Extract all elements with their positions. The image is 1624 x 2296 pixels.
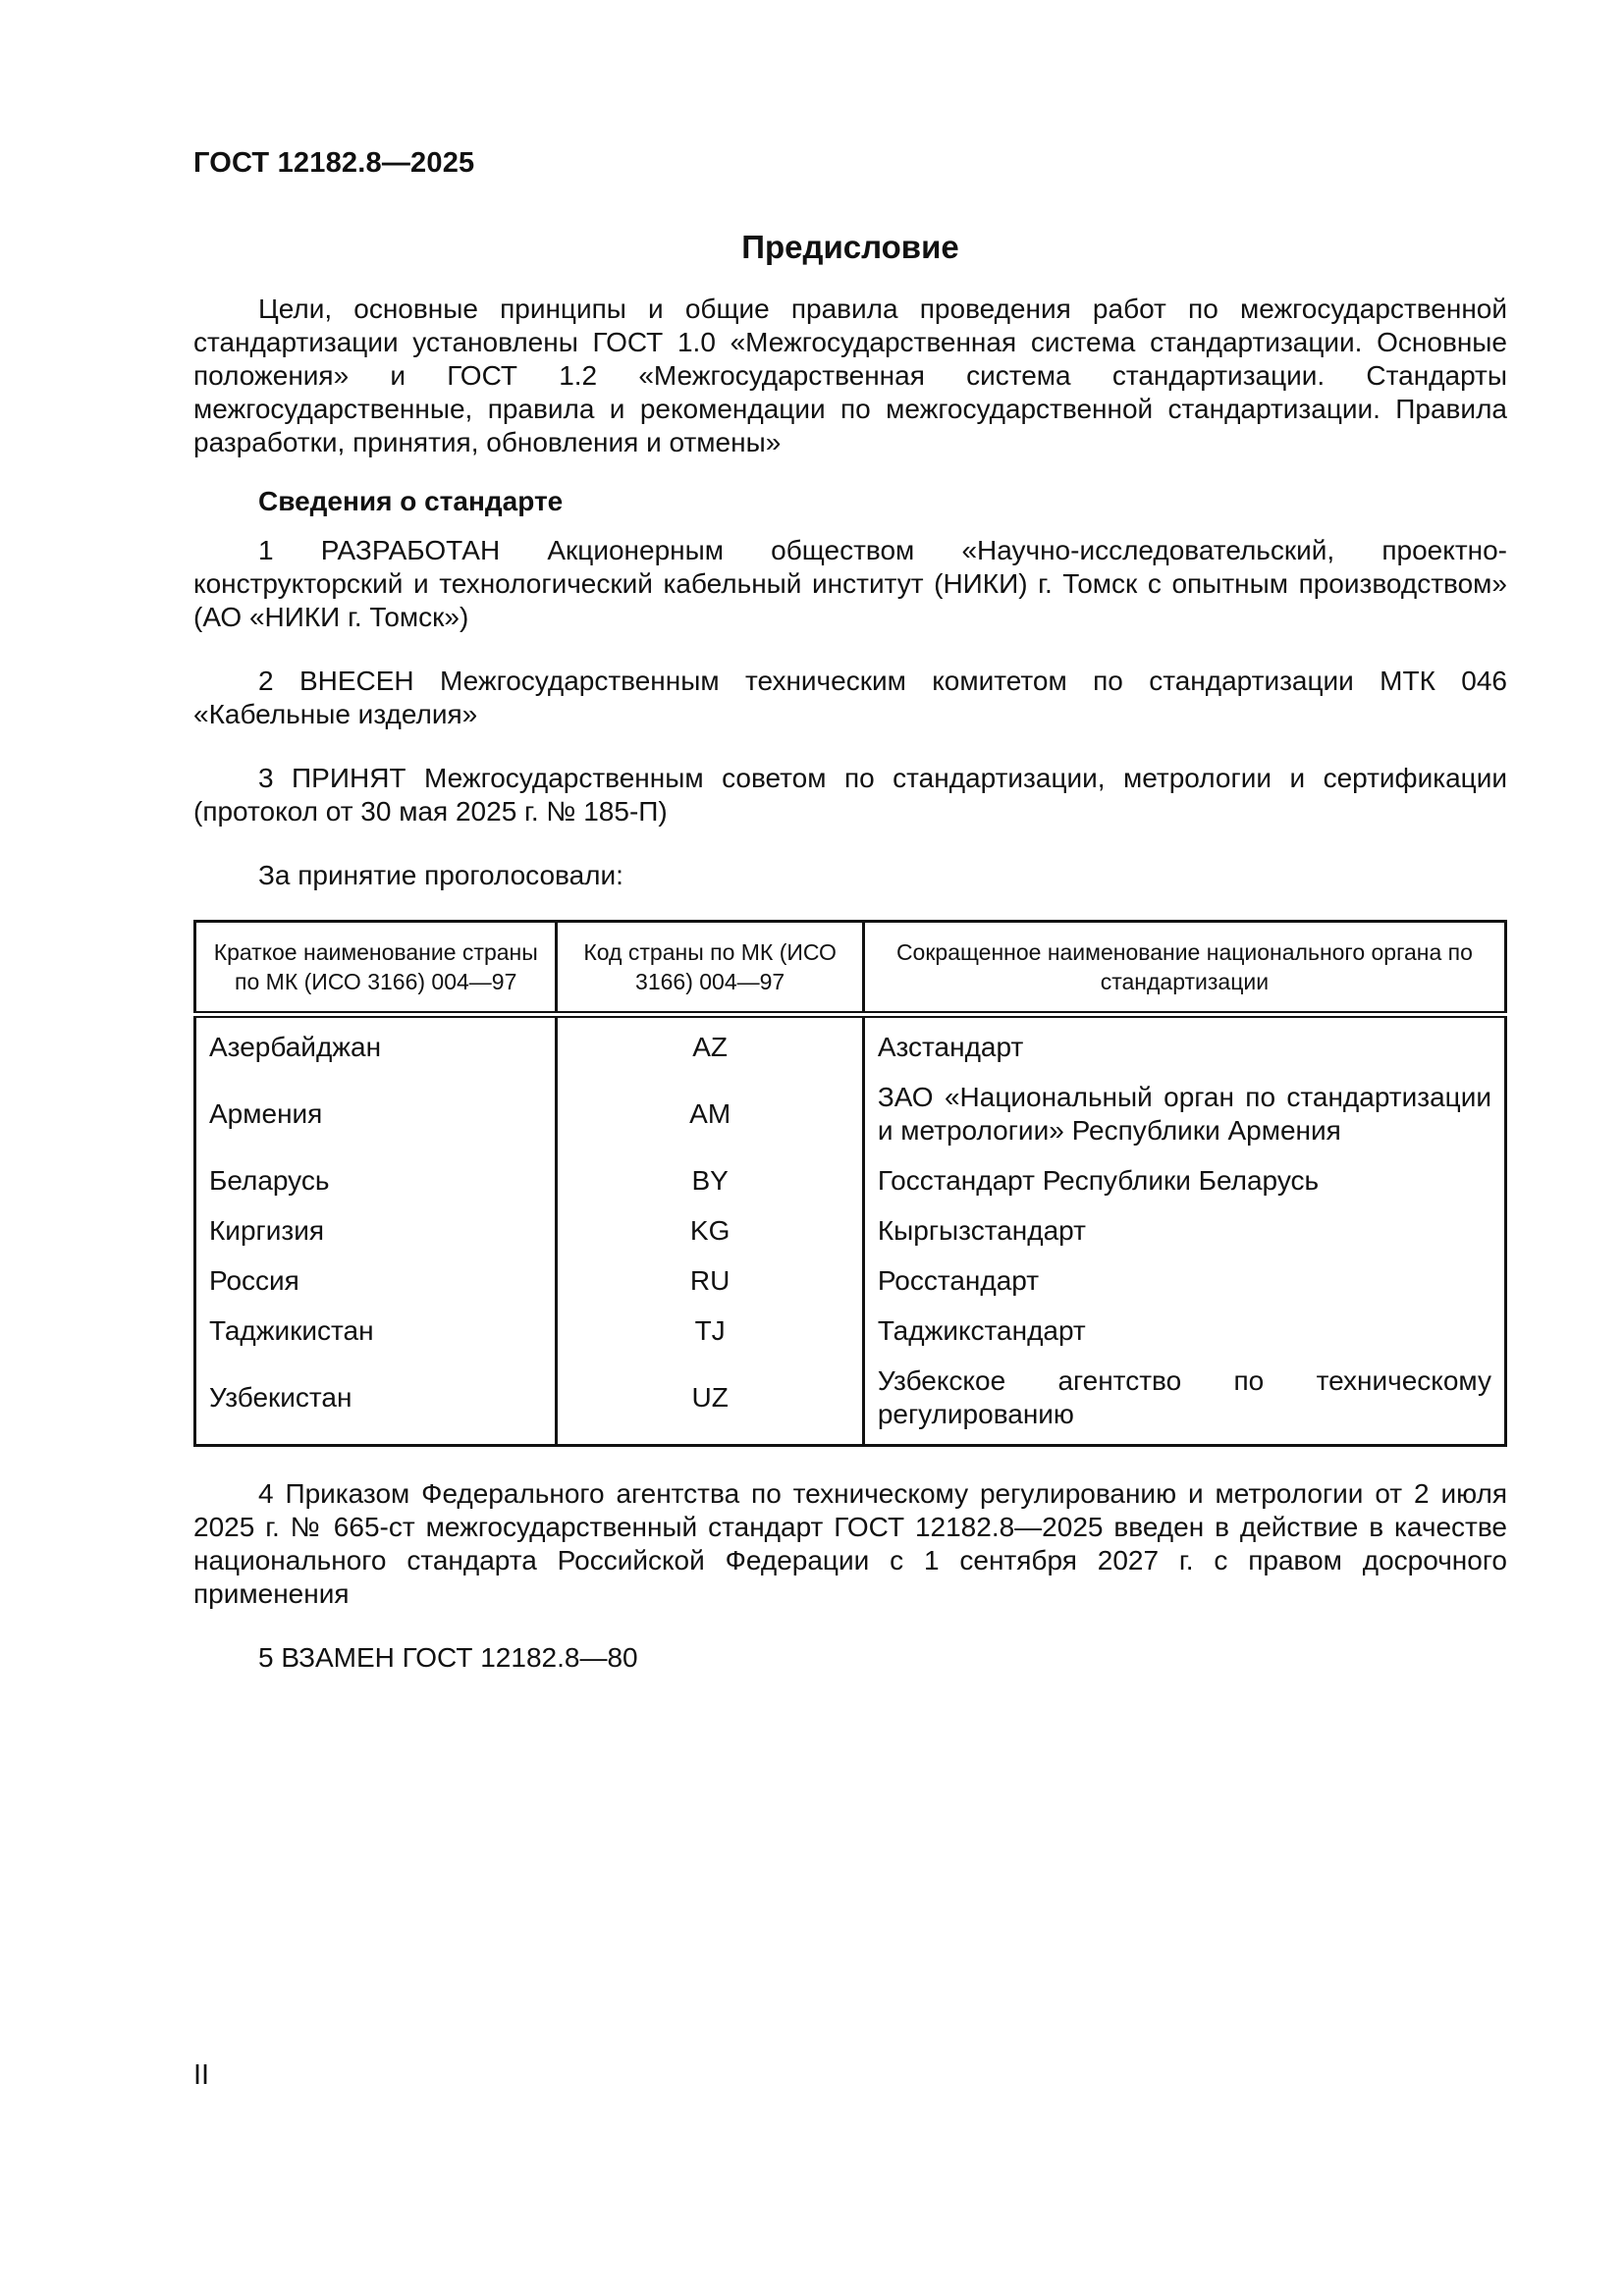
national-body-cell: Азстандарт bbox=[863, 1015, 1505, 1073]
clause-1-developed: 1 РАЗРАБОТАН Акционерным обществом «Научно-исследовательский, проектно-конструкторский и технологический кабельный институт (НИКИ) г. Томск с опытным производством» (АО «НИКИ г. Томск») bbox=[193, 535, 1507, 632]
col-header-country: Краткое наименование страны по МК (ИСО 3166) 004—97 bbox=[195, 922, 557, 1015]
country-name-cell: Армения bbox=[209, 1098, 323, 1129]
country-code-cell: KG bbox=[557, 1205, 863, 1255]
country-code-cell: AM bbox=[557, 1072, 863, 1155]
country-name-cell: Беларусь bbox=[209, 1165, 330, 1196]
country-name-cell: Узбекистан bbox=[209, 1382, 352, 1413]
country-name-cell: Россия bbox=[209, 1265, 299, 1296]
standard-info-heading: Сведения о стандарте bbox=[258, 486, 564, 516]
doc-code: ГОСТ 12182.8—2025 bbox=[193, 147, 475, 179]
country-name-cell: Азербайджан bbox=[209, 1032, 382, 1062]
vote-table-header bbox=[195, 922, 1506, 1015]
clause-2-submitted: 2 ВНЕСЕН Межгосударственным техническим комитетом по стандартизации МТК 046 «Кабельные изделия» bbox=[193, 666, 1507, 729]
national-body-cell: Госстандарт Республики Беларусь bbox=[863, 1155, 1505, 1205]
country-code-cell: AZ bbox=[557, 1015, 863, 1073]
table-row bbox=[195, 1155, 1506, 1205]
col-header-national-body: Сокращенное наименование национального органа по стандартизации bbox=[863, 922, 1505, 1015]
table-row bbox=[195, 1015, 1506, 1073]
country-code-cell: RU bbox=[557, 1255, 863, 1306]
national-body-cell: ЗАО «Национальный орган по стандартизации и метрологии» Республики Армения bbox=[863, 1072, 1505, 1155]
country-name-cell: Киргизия bbox=[209, 1215, 325, 1246]
col-header-country-code: Код страны по МК (ИСО 3166) 004—97 bbox=[557, 922, 863, 1015]
table-row bbox=[195, 1255, 1506, 1306]
table-row bbox=[195, 1306, 1506, 1356]
page-number: II bbox=[193, 2059, 210, 2091]
national-body-cell: Узбекское агентство по техническому регулированию bbox=[863, 1356, 1505, 1446]
clause-5-replaces: 5 ВЗАМЕН ГОСТ 12182.8—80 bbox=[258, 1642, 638, 1673]
page-title: Предисловие bbox=[741, 229, 959, 265]
country-code-cell: BY bbox=[557, 1155, 863, 1205]
clause-3-adopted: 3 ПРИНЯТ Межгосударственным советом по стандартизации, метрологии и сертификации (протокол от 30 мая 2025 г. № 185-П) bbox=[193, 763, 1507, 827]
national-body-cell: Кыргызстандарт bbox=[863, 1205, 1505, 1255]
table-row bbox=[195, 1205, 1506, 1255]
page-content bbox=[193, 147, 1507, 1675]
country-name-cell: Таджикистан bbox=[209, 1315, 374, 1346]
country-code-cell: UZ bbox=[557, 1356, 863, 1446]
country-code-cell: TJ bbox=[557, 1306, 863, 1356]
vote-table bbox=[193, 920, 1507, 1447]
table-row bbox=[195, 1356, 1506, 1446]
table-row bbox=[195, 1072, 1506, 1155]
vote-table-body bbox=[195, 1015, 1506, 1446]
intro-paragraph: Цели, основные принципы и общие правила проведения работ по межгосударственной стандартизации установлены ГОСТ 1.0 «Межгосударственная система стандартизации. Основные положения» и ГОСТ 1.2 «Межгосударственная система стандартизации. Стандарты межгосударственные, правила и рекомендации по межгосударственной стандартизации. Правила разработки, принятия, обновления и отмены» bbox=[193, 294, 1507, 457]
clause-4-order: 4 Приказом Федерального агентства по техническому регулированию и метрологии от 2 июля 2025 г. № 665-ст межгосударственный стандарт ГОСТ 12182.8—2025 введен в действие в качестве национального стандарта Российской Федерации с 1 сентября 2027 г. с правом досрочного применения bbox=[193, 1478, 1507, 1609]
vote-intro: За принятие проголосовали: bbox=[258, 860, 623, 890]
national-body-cell: Росстандарт bbox=[863, 1255, 1505, 1306]
national-body-cell: Таджикстандарт bbox=[863, 1306, 1505, 1356]
